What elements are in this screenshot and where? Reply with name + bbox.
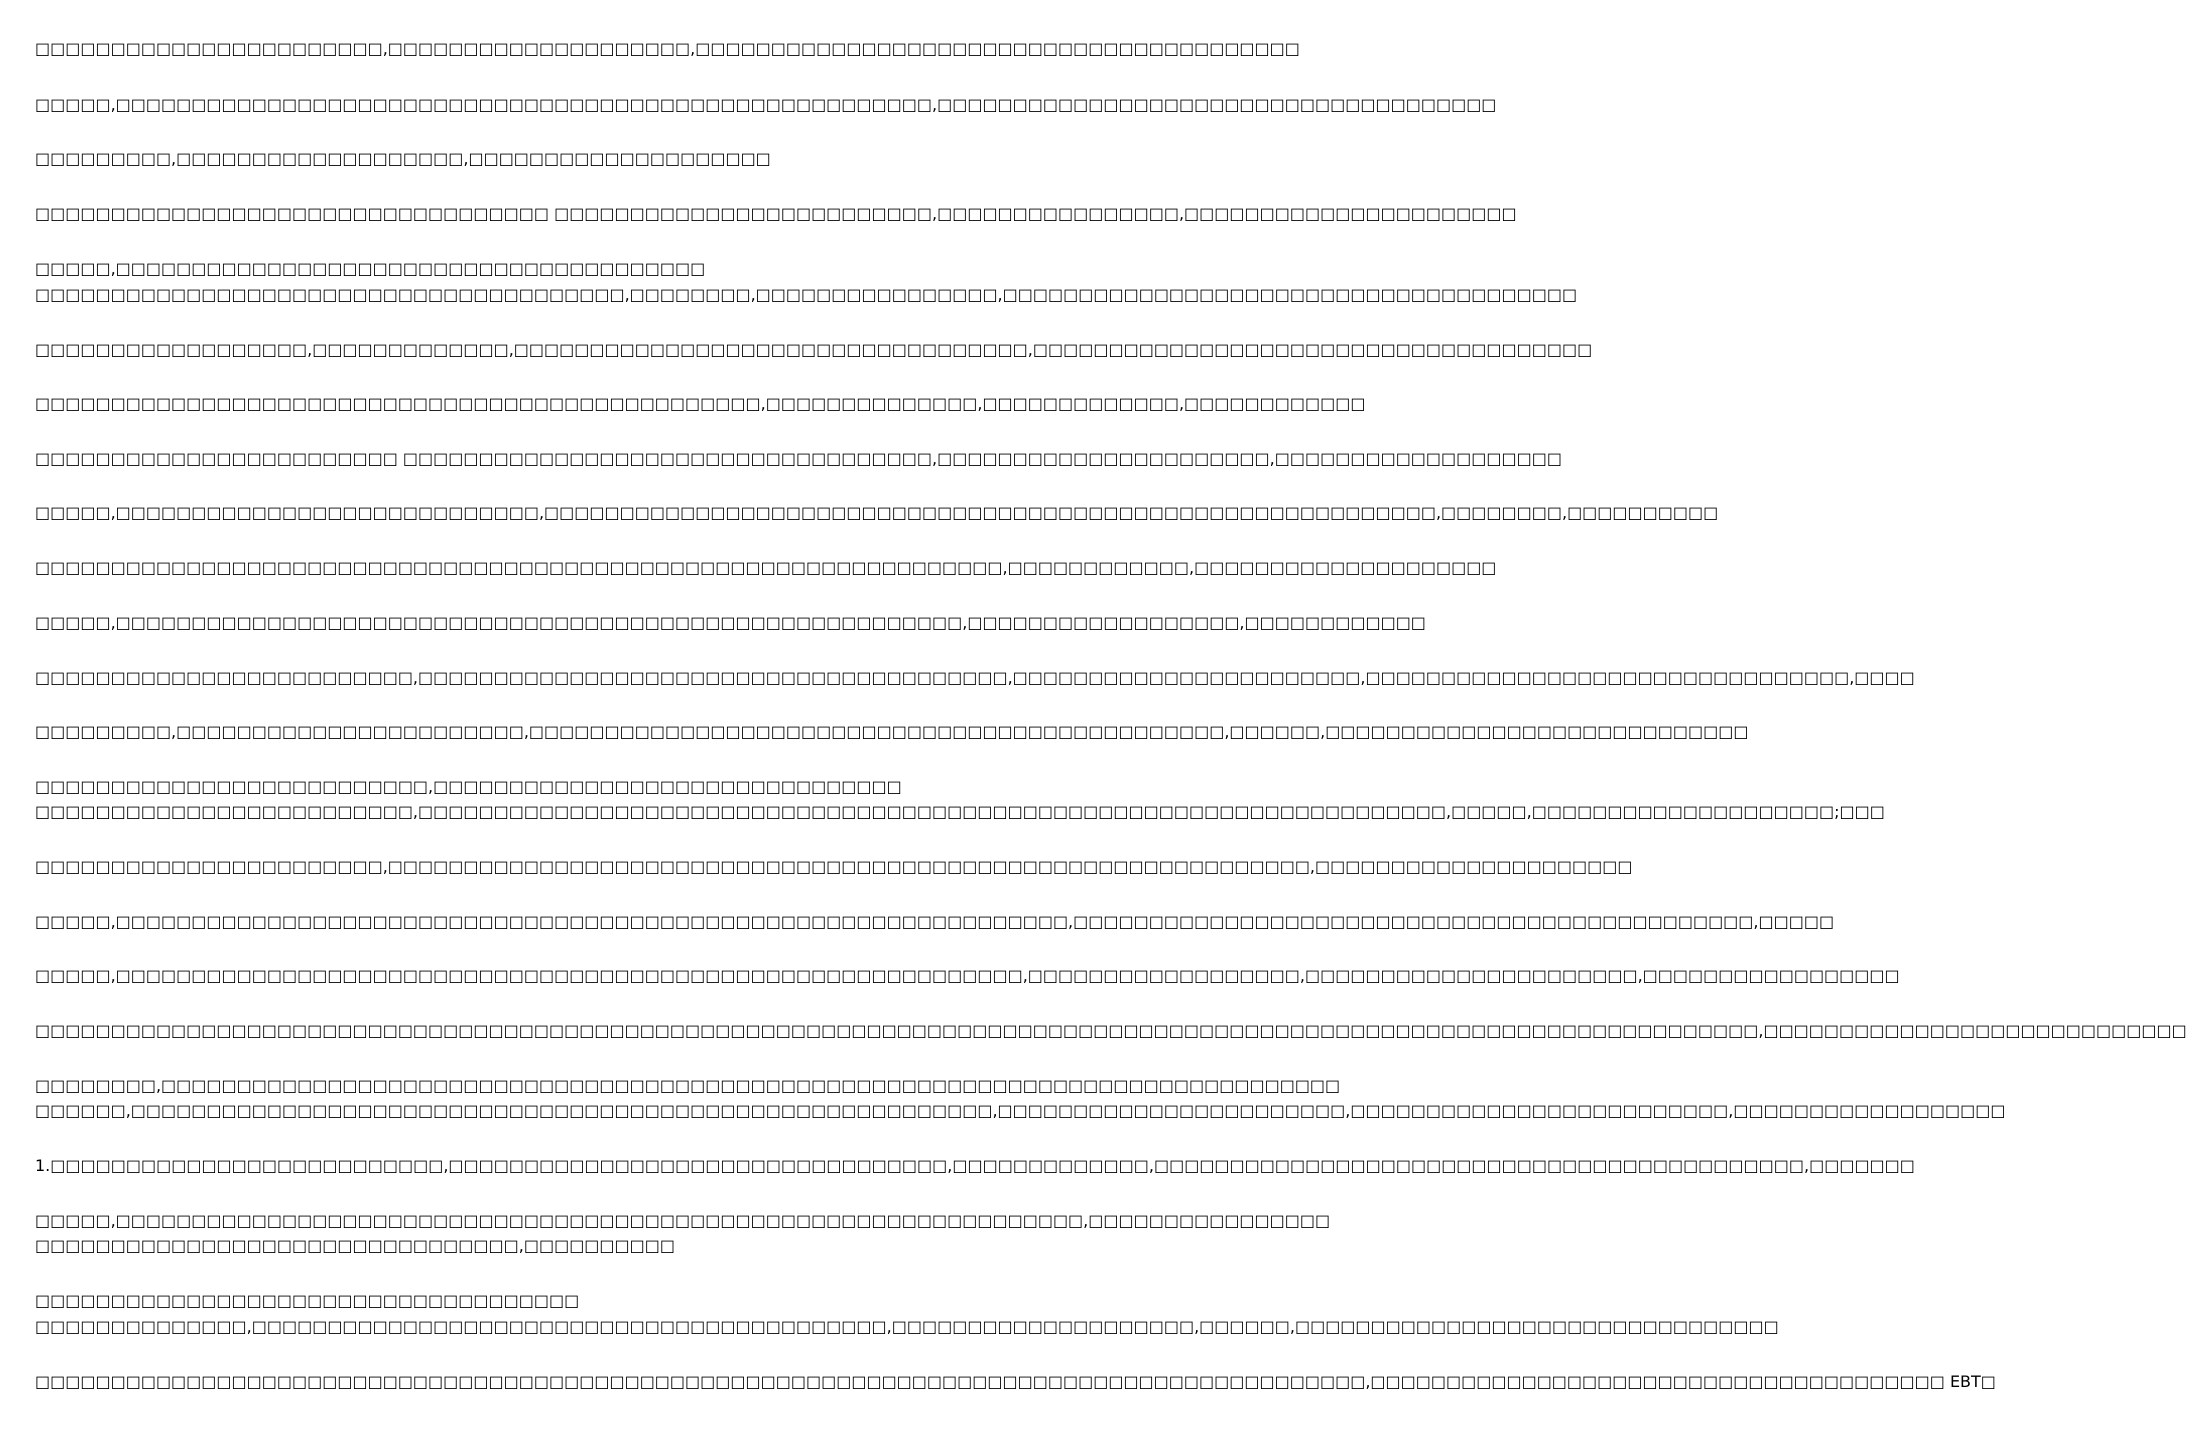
- text-line: □□□□□,□□□□□□□□□□□□□□□□□□□□□□□□□□□□□□□□□□□□□□□□□□□□□□□□□□□□□□□□□□□□□□□□,□□□□□□□□□□□□□□□□: [35, 1211, 1331, 1230]
- text-line: □□□□□□□□□□□□□□□□□□□□□□□□□□,□□□□□□□□□□□□□□□□□□□□□□□□□□□□□□□: [35, 777, 902, 796]
- text-line: □□□□□□□□□,□□□□□□□□□□□□□□□□□□□,□□□□□□□□□□□□□□□□□□□□: [35, 149, 771, 168]
- text-line: □□□□□□□□□□□□□□□□□□□□□□□□□,□□□□□□□□□□□□□□□□□□□□□□□□□□□□□□□□□□□□□□□,□□□□□□□□□□□□□□□□□□□□□□□,□□□□□□□□□□□□□□□□□□□□□□□□□□□□□□□□,□□□□: [35, 668, 1915, 687]
- text-line: □□□□□□□□□□□□□□□□□□□□□□□□□□□□□□□□□□□□□□□□□□□□□□□□□□□□□□□□□□□□□□□□□□□□□□□□□□□□□□□□□□□□□□□□□□□□□□□□□□□□□□□□□□□□□□□□□□,□□□□□□□□□□□□□□□□□□□□□□□□□□□□: [35, 1021, 2187, 1040]
- text-line: □□□□□□□□□□□□□□□□□□□□□□□□ □□□□□□□□□□□□□□□□□□□□□□□□□□□□□□□□□□□,□□□□□□□□□□□□□□□□□□□□□□,□□□□□□□□□□□□□□□□□□□: [35, 449, 1562, 468]
- text-line: □□□□□□□□□□□□□□□□□□□□□□□□□□□□□□□□□□□□□□□□□□□□□□□□□□□□□□□□□□□□□□□□□□□□□□□□□□□□□□□□□□□□□□□□,□□□□□□□□□□□□□□□□□□□□□□□□□□□□□□□□□□□□□□ EBT□: [35, 1372, 1996, 1391]
- text-line: □□□□□□□□□□□□□□□□□□,□□□□□□□□□□□□□,□□□□□□□□□□□□□□□□□□□□□□□□□□□□□□□□□□,□□□□□□□□□□□□□□□□□□□□□□□□□□□□□□□□□□□□□: [35, 340, 1593, 359]
- text-line: □□□□□□□□□□□□□□□□□□□□□□□□□□□□□□□□□□□□: [35, 1291, 580, 1310]
- text-line: □□□□□,□□□□□□□□□□□□□□□□□□□□□□□□□□□□□□□□□□□□□□□□□□□□□□□□□□□□□□□□□□□□□□□,□□□□□□□□□□□□□□□□□□□□□□□□□□□□□□□□□□□□□□□□□□□□□,□□□□□: [35, 912, 1835, 931]
- text-line: □□□□□,□□□□□□□□□□□□□□□□□□□□□□□□□□□□,□□□□□□□□□□□□□□□□□□□□□□□□□□□□□□□□□□□□□□□□□□□□□□□□□□□□□□□□□□□,□□□□□□□□,□□□□□□□□□□: [35, 503, 1719, 522]
- text-line: □□□□□□□□□□□□□□□□□□□□□□□□□□□□□□□□□□□□□□□□□□□□□□□□□□□□□□□□□□□□□□□□,□□□□□□□□□□□□,□□□□□□□□□□□□□□□□□□□□: [35, 558, 1497, 577]
- text-line: □□□□□□□□□□□□□□□□□□□□□□□,□□□□□□□□□□□□□□□□□□□□,□□□□□□□□□□□□□□□□□□□□□□□□□□□□□□□□□□□□□□□□: [35, 39, 1300, 58]
- text-line: □□□□□□□□□□□□□□,□□□□□□□□□□□□□□□□□□□□□□□□□□□□□□□□□□□□□□□□□□,□□□□□□□□□□□□□□□□□□□□,□□□□□□,□□□□□□□□□□□□□□□□□□□□□□□□□□□□□□□□: [35, 1317, 1779, 1336]
- text-line: □□□□□□□□□□□□□□□□□□□□□□□□□□□□□□□□□□ □□□□□□□□□□□□□□□□□□□□□□□□□,□□□□□□□□□□□□□□□□,□□□□□□□□□□□□□□□□□□□□□□: [35, 204, 1517, 223]
- text-line: □□□□□,□□□□□□□□□□□□□□□□□□□□□□□□□□□□□□□□□□□□□□□□□□□□□□□□□□□□□□,□□□□□□□□□□□□□□□□□□□□□□□□□□□□□□□□□□□□□: [35, 95, 1497, 114]
- text-line: □□□□□,□□□□□□□□□□□□□□□□□□□□□□□□□□□□□□□□□□□□□□□□□□□□□□□□□□□□□□□□,□□□□□□□□□□□□□□□□□□,□□□□□□□□□□□□: [35, 613, 1426, 632]
- text-line: □□□□□□□□□□□□□□□□□□□□□□□□□□□□□□□□,□□□□□□□□□□: [35, 1236, 676, 1255]
- text-line: □□□□□□,□□□□□□□□□□□□□□□□□□□□□□□□□□□□□□□□□□□□□□□□□□□□□□□□□□□□□□□□□,□□□□□□□□□□□□□□□□□□□□□□□,□□□□□□□□□□□□□□□□□□□□□□□□□,□□□□□□□□□□□□□□□□□□: [35, 1101, 2006, 1120]
- text-line: □□□□□□□□,□□□□□□□□□□□□□□□□□□□□□□□□□□□□□□□□□□□□□□□□□□□□□□□□□□□□□□□□□□□□□□□□□□□□□□□□□□□□□□: [35, 1076, 1341, 1095]
- text-line: □□□□□,□□□□□□□□□□□□□□□□□□□□□□□□□□□□□□□□□□□□□□□□□□□□□□□□□□□□□□□□□□□□,□□□□□□□□□□□□□□□□□□,□□□□□□□□□□□□□□□□□□□□□□,□□□□□□□□□□□□□□□□□: [35, 966, 1900, 985]
- text-line: □□□□□□□□□□□□□□□□□□□□□□□□□□□□□□□□□□□□□□□,□□□□□□□□,□□□□□□□□□□□□□□□□,□□□□□□□□□□□□□□□□□□□□□□□□□□□□□□□□□□□□□□: [35, 285, 1578, 304]
- text-line: □□□□□□□□□,□□□□□□□□□□□□□□□□□□□□□□□,□□□□□□□□□□□□□□□□□□□□□□□□□□□□□□□□□□□□□□□□□□□□□□,□□□□□□,□□□□□□□□□□□□□□□□□□□□□□□□□□□□: [35, 722, 1749, 741]
- text-line: □□□□□□□□□□□□□□□□□□□□□□□,□□□□□□□□□□□□□□□□□□□□□□□□□□□□□□□□□□□□□□□□□□□□□□□□□□□□□□□□□□□□□,□□□□□□□□□□□□□□□□□□□□□: [35, 857, 1633, 876]
- text-line: □□□□□□□□□□□□□□□□□□□□□□□□□□□□□□□□□□□□□□□□□□□□□□□□,□□□□□□□□□□□□□□,□□□□□□□□□□□□□,□□□□□□□□□□□□: [35, 394, 1366, 413]
- text-line: □□□□□□□□□□□□□□□□□□□□□□□□□,□□□□□□□□□□□□□□□□□□□□□□□□□□□□□□□□□□□□□□□□□□□□□□□□□□□□□□□□□□□□□□□□□□□□,□□□□□,□□□□□□□□□□□□□□□□□□□□;□□□: [35, 802, 1885, 821]
- text-line: □□□□□,□□□□□□□□□□□□□□□□□□□□□□□□□□□□□□□□□□□□□□□: [35, 259, 706, 278]
- text-line: 1.□□□□□□□□□□□□□□□□□□□□□□□□□□,□□□□□□□□□□□□□□□□□□□□□□□□□□□□□□□□□,□□□□□□□□□□□□□,□□□□□□□□□□□□□□□□□□□□□□□□□□□□□□□□□□□□□□□□□□□,□□□□□□□: [35, 1156, 1915, 1175]
